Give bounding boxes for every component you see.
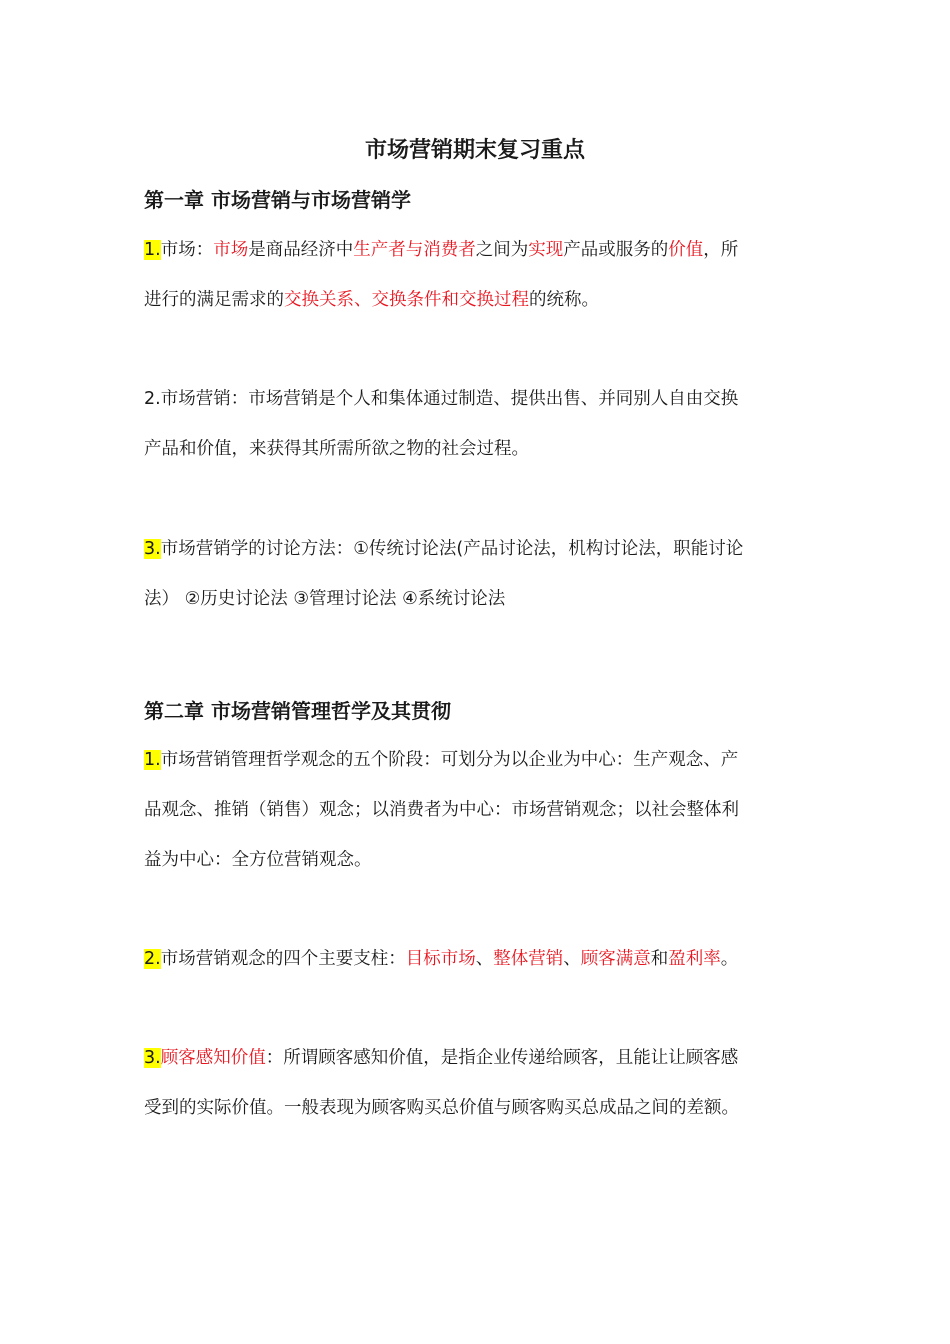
document-title: 市场营销期末复习重点 <box>364 138 585 163</box>
ch1-item-1-line-2: 进行的满足需求的交换关系、交换条件和交换过程的统称。 <box>144 290 599 310</box>
chapter-1-heading: 第一章 市场营销与市场营销学 <box>144 188 411 212</box>
ch2-item-1-line-3: 益为中心：全方位营销观念。 <box>144 850 372 870</box>
ch1-item-2-line-1: 2.市场营销：市场营销是个人和集体通过制造、提供出售、并同别人自由交换 <box>144 389 739 409</box>
item-number: 2. <box>144 389 161 409</box>
ch2-item-3-line-1: 3.顾客感知价值：所谓顾客感知价值，是指企业传递给顾客，且能让让顾客感 <box>144 1048 739 1068</box>
ch1-item-1-line-1: 1.市场：市场是商品经济中生产者与消费者之间为实现产品或服务的价值，所 <box>144 240 739 260</box>
ch1-item-2-line-2: 产品和价值，来获得其所需所欲之物的社会过程。 <box>144 439 529 459</box>
chapter-2-heading: 第二章 市场营销管理哲学及其贯彻 <box>144 699 451 723</box>
ch1-item-3-line-2: 法） ②历史讨论法 ③管理讨论法 ④系统讨论法 <box>144 589 506 609</box>
ch2-item-1-line-1: 1.市场营销管理哲学观念的五个阶段：可划分为以企业为中心：生产观念、产 <box>144 750 739 770</box>
ch2-item-1-line-2: 品观念、推销（销售）观念；以消费者为中心：市场营销观念；以社会整体利 <box>144 800 739 820</box>
ch2-item-3 <box>144 1033 814 1133</box>
ch1-item-1 <box>144 225 814 325</box>
ch2-item-1 <box>144 735 814 885</box>
ch2-item-2 <box>144 934 814 984</box>
item-number: 2. <box>144 949 161 969</box>
ch1-item-3 <box>144 524 814 624</box>
item-number: 1. <box>144 750 161 770</box>
item-number: 3. <box>144 539 161 559</box>
item-number: 3. <box>144 1048 161 1068</box>
ch1-item-2 <box>144 374 814 474</box>
item-number: 1. <box>144 240 161 260</box>
ch2-item-3-line-2: 受到的实际价值。一般表现为顾客购买总价值与顾客购买总成品之间的差额。 <box>144 1098 739 1118</box>
ch2-item-2-line-1: 2.市场营销观念的四个主要支柱：目标市场、整体营销、顾客满意和盈利率。 <box>144 949 739 969</box>
ch1-item-3-line-1: 3.市场营销学的讨论方法：①传统讨论法(产品讨论法，机构讨论法，职能讨论 <box>144 539 744 559</box>
